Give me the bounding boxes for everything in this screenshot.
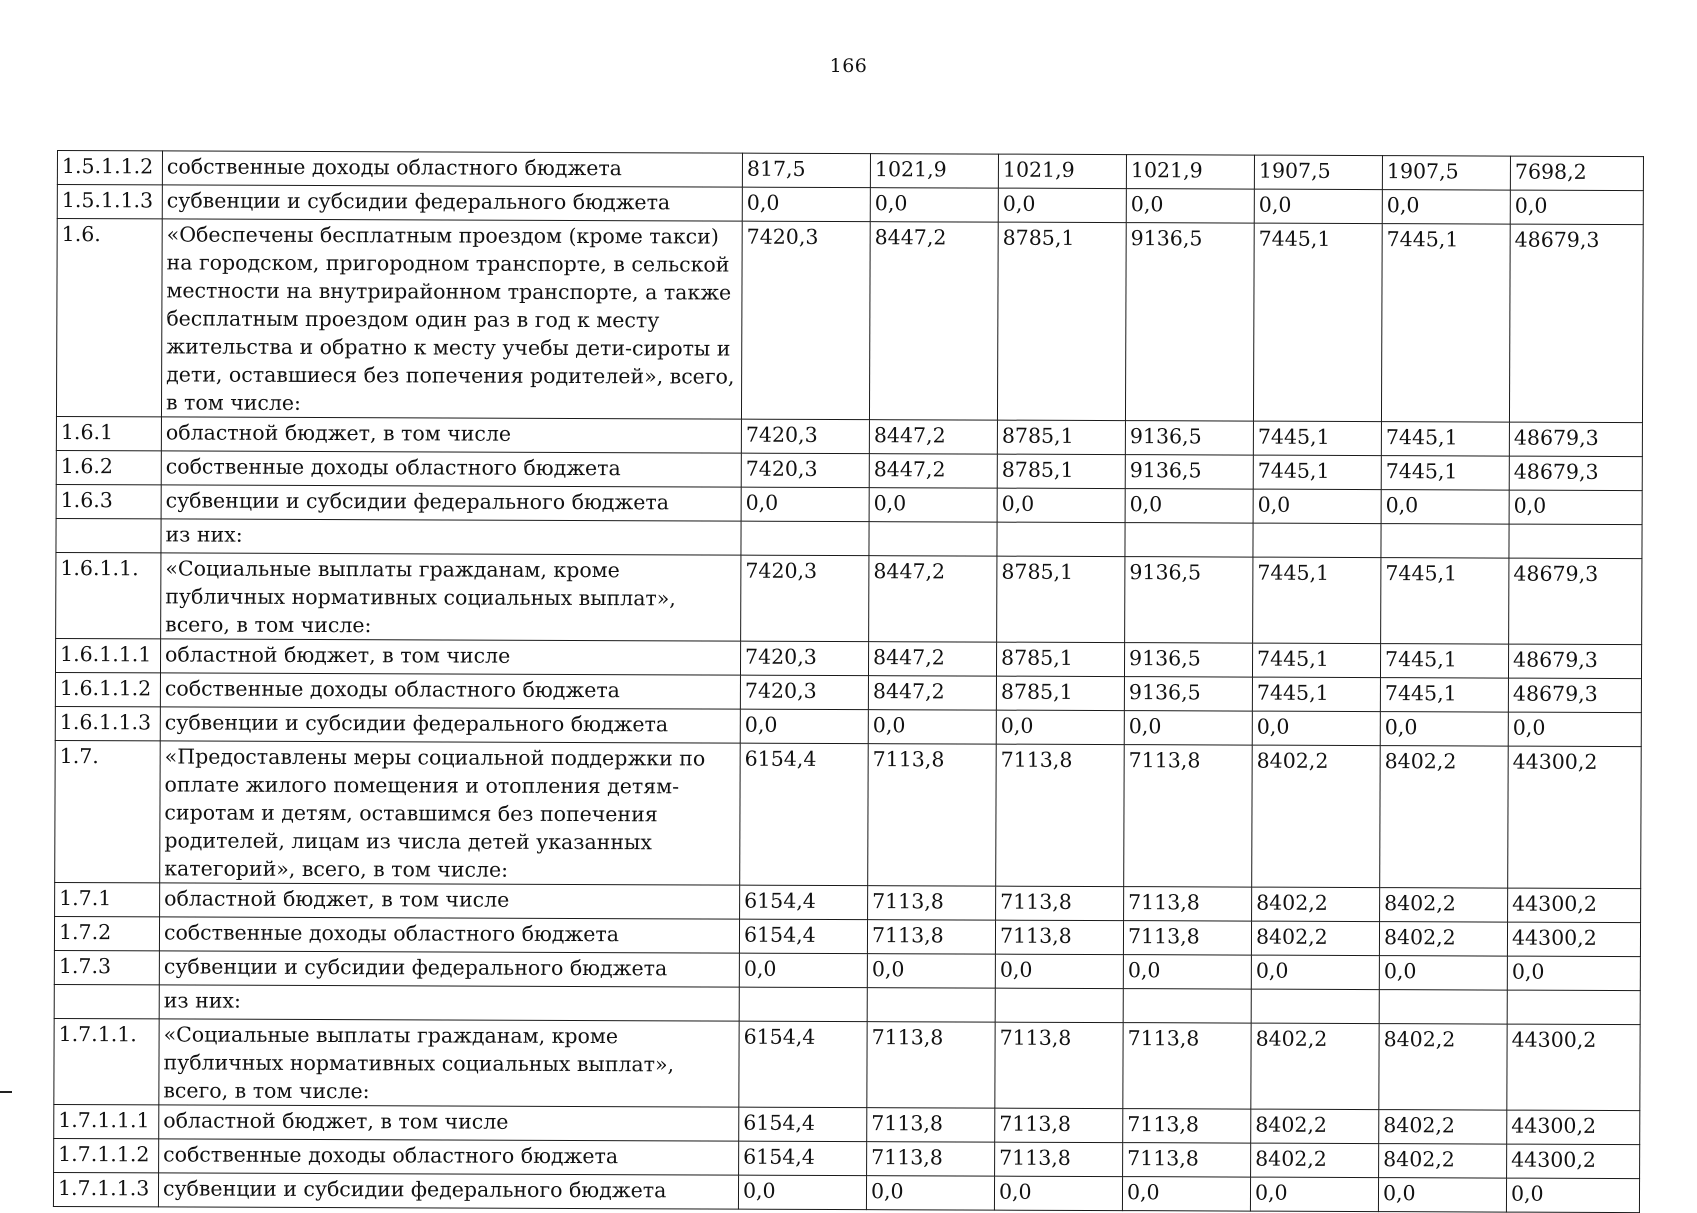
row-value-cell: 7420,3 xyxy=(741,221,870,419)
row-value-cell: 8402,2 xyxy=(1380,888,1508,922)
row-value-cell: 0,0 xyxy=(870,188,998,222)
row-code-cell: 1.7.1.1.1 xyxy=(54,1104,159,1138)
row-value-cell xyxy=(1253,523,1381,557)
row-value-cell: 0,0 xyxy=(996,710,1124,744)
row-value-cell: 7698,2 xyxy=(1510,156,1643,191)
row-description-cell: собственные доходы областного бюджета xyxy=(161,451,741,487)
row-value-cell: 7113,8 xyxy=(995,1142,1123,1176)
row-value-cell: 1907,5 xyxy=(1254,155,1382,189)
row-value-cell: 7445,1 xyxy=(1253,223,1382,421)
row-value-cell: 7445,1 xyxy=(1253,557,1381,643)
row-value-cell: 7113,8 xyxy=(996,744,1125,886)
row-value-cell: 0,0 xyxy=(867,954,995,988)
row-value-cell: 48679,3 xyxy=(1509,558,1642,645)
row-value-cell: 0,0 xyxy=(998,188,1126,222)
row-value-cell: 6154,4 xyxy=(740,743,869,885)
row-value-cell: 9136,5 xyxy=(1125,557,1253,643)
row-value-cell: 44300,2 xyxy=(1508,888,1641,923)
row-value-cell xyxy=(1251,989,1379,1023)
row-code-cell: 1.6. xyxy=(56,219,162,417)
row-value-cell: 0,0 xyxy=(866,1176,994,1210)
row-code-cell: 1.5.1.1.3 xyxy=(57,185,162,219)
row-value-cell: 0,0 xyxy=(742,187,870,221)
row-value-cell: 6154,4 xyxy=(739,1141,867,1175)
row-value-cell: 0,0 xyxy=(1123,955,1251,989)
row-value-cell: 8402,2 xyxy=(1379,1024,1507,1110)
row-code-cell: 1.6.2 xyxy=(56,450,161,484)
row-value-cell: 0,0 xyxy=(738,1175,866,1209)
row-value-cell: 7113,8 xyxy=(996,886,1124,920)
row-value-cell: 7420,3 xyxy=(741,419,869,453)
row-value-cell: 9136,5 xyxy=(1124,677,1252,711)
row-value-cell: 0,0 xyxy=(869,488,997,522)
row-description-cell: «Социальные выплаты гражданам, кроме публичных нормативных социальных выплат», всего, в том числе: xyxy=(161,553,741,641)
row-value-cell: 7113,8 xyxy=(1123,1143,1251,1177)
row-value-cell: 8447,2 xyxy=(869,556,997,642)
row-value-cell: 44300,2 xyxy=(1508,746,1642,889)
row-description-cell: областной бюджет, в том числе xyxy=(160,883,740,919)
row-value-cell: 0,0 xyxy=(1381,490,1509,524)
row-code-cell: 1.7.1.1. xyxy=(54,1018,159,1104)
row-value-cell: 7420,3 xyxy=(741,453,869,487)
row-value-cell: 0,0 xyxy=(1122,1177,1250,1211)
row-value-cell: 7113,8 xyxy=(1124,745,1253,887)
budget-table xyxy=(53,150,1644,1213)
row-value-cell xyxy=(741,521,869,555)
row-value-cell: 0,0 xyxy=(1378,1178,1506,1212)
row-value-cell: 8402,2 xyxy=(1251,1109,1379,1143)
row-value-cell: 8402,2 xyxy=(1379,1144,1507,1178)
row-code-cell: 1.7.3 xyxy=(54,950,159,984)
table-row xyxy=(55,740,1642,888)
row-value-cell: 48679,3 xyxy=(1509,456,1642,491)
row-value-cell: 0,0 xyxy=(741,487,869,521)
row-value-cell: 9136,5 xyxy=(1125,421,1253,455)
row-value-cell: 7113,8 xyxy=(995,1108,1123,1142)
row-value-cell: 6154,4 xyxy=(739,919,867,953)
row-value-cell: 0,0 xyxy=(1254,189,1382,223)
row-value-cell: 0,0 xyxy=(1380,712,1508,746)
row-description-cell: субвенции и субсидии федерального бюджета xyxy=(161,485,741,521)
row-description-cell: субвенции и субсидии федерального бюджета xyxy=(162,185,742,221)
row-value-cell: 7113,8 xyxy=(867,1108,995,1142)
row-value-cell: 8785,1 xyxy=(997,454,1125,488)
row-value-cell: 0,0 xyxy=(1124,711,1252,745)
row-value-cell: 0,0 xyxy=(1126,189,1254,223)
row-value-cell: 0,0 xyxy=(868,710,996,744)
row-value-cell: 8402,2 xyxy=(1252,745,1381,887)
row-value-cell: 7113,8 xyxy=(1123,921,1251,955)
row-value-cell: 9136,5 xyxy=(1125,455,1253,489)
row-description-cell: областной бюджет, в том числе xyxy=(160,639,740,675)
row-value-cell: 7445,1 xyxy=(1252,643,1380,677)
row-value-cell xyxy=(739,987,867,1021)
row-code-cell: 1.7. xyxy=(55,740,161,882)
row-value-cell: 0,0 xyxy=(1379,956,1507,990)
row-value-cell: 8402,2 xyxy=(1379,922,1507,956)
row-value-cell: 1021,9 xyxy=(1126,155,1254,189)
row-value-cell: 9136,5 xyxy=(1124,643,1252,677)
row-value-cell: 8402,2 xyxy=(1251,1143,1379,1177)
row-code-cell: 1.7.1 xyxy=(55,882,160,916)
row-value-cell: 8402,2 xyxy=(1252,887,1380,921)
row-value-cell: 0,0 xyxy=(1125,489,1253,523)
row-value-cell: 0,0 xyxy=(994,1176,1122,1210)
row-value-cell: 7113,8 xyxy=(1123,1023,1251,1109)
row-value-cell: 7445,1 xyxy=(1252,677,1380,711)
row-code-cell: 1.6.1 xyxy=(56,416,161,450)
row-value-cell: 7113,8 xyxy=(867,920,995,954)
row-code-cell: 1.7.1.1.3 xyxy=(53,1172,158,1206)
row-value-cell: 0,0 xyxy=(1382,190,1510,224)
row-value-cell: 0,0 xyxy=(1251,955,1379,989)
page-number: 166 xyxy=(829,55,868,77)
row-value-cell: 44300,2 xyxy=(1507,1024,1640,1111)
row-value-cell: 7445,1 xyxy=(1253,455,1381,489)
row-value-cell: 6154,4 xyxy=(739,1021,867,1107)
row-value-cell: 1021,9 xyxy=(870,154,998,188)
row-code-cell: 1.6.3 xyxy=(56,484,161,518)
row-value-cell: 8785,1 xyxy=(997,420,1125,454)
row-code-cell: 1.6.1.1. xyxy=(56,552,161,638)
row-value-cell: 48679,3 xyxy=(1509,224,1643,423)
row-value-cell: 0,0 xyxy=(1509,490,1642,525)
row-description-cell: субвенции и субсидии федерального бюджета xyxy=(159,951,739,987)
row-value-cell: 0,0 xyxy=(1253,489,1381,523)
table-body xyxy=(53,151,1643,1213)
row-value-cell: 1907,5 xyxy=(1382,156,1510,190)
row-description-cell: собственные доходы областного бюджета xyxy=(159,1139,739,1175)
row-description-cell: субвенции и субсидии федерального бюджета xyxy=(160,707,740,743)
table-row xyxy=(54,1018,1640,1110)
row-value-cell: 8447,2 xyxy=(869,222,998,420)
row-value-cell: 48679,3 xyxy=(1508,678,1641,713)
row-code-cell: 1.5.1.1.2 xyxy=(57,151,162,185)
row-value-cell: 0,0 xyxy=(740,709,868,743)
row-value-cell: 6154,4 xyxy=(740,885,868,919)
row-value-cell: 0,0 xyxy=(1506,1178,1639,1213)
row-code-cell: 1.7.2 xyxy=(54,916,159,950)
row-value-cell: 7445,1 xyxy=(1380,644,1508,678)
row-description-cell: «Обеспечены бесплатным проездом (кроме такси) на городском, пригородном транспорте, в сельской местности на внутрирайонном транспорте, а также бесплатным проездом один раз в год к месту жительства и обратно к месту учебы дети-сироты и дети, оставшиеся без попечения родителей», всего, в том числе: xyxy=(161,219,742,419)
row-code-cell: 1.7.1.1.2 xyxy=(54,1138,159,1172)
row-value-cell: 817,5 xyxy=(742,153,870,187)
row-value-cell: 44300,2 xyxy=(1507,922,1640,957)
row-value-cell: 8785,1 xyxy=(996,642,1124,676)
row-value-cell: 8447,2 xyxy=(868,642,996,676)
row-code-cell xyxy=(56,518,161,552)
row-description-cell: «Предоставлены меры социальной поддержки по оплате жилого помещения и отопления детям-сиротам и детям, оставшимся без попечения родителей, лицам из числа детей указанных категорий», всего, в том числе: xyxy=(160,741,741,885)
row-value-cell: 8447,2 xyxy=(868,676,996,710)
row-value-cell xyxy=(1509,524,1642,559)
row-value-cell: 8785,1 xyxy=(997,222,1126,420)
row-value-cell xyxy=(1125,523,1253,557)
row-value-cell: 7445,1 xyxy=(1381,224,1510,422)
row-value-cell: 6154,4 xyxy=(739,1107,867,1141)
row-value-cell: 8402,2 xyxy=(1251,1023,1379,1109)
budget-table-wrapper xyxy=(53,150,1643,1213)
row-value-cell: 7420,3 xyxy=(741,555,869,641)
row-value-cell: 0,0 xyxy=(1252,711,1380,745)
row-value-cell xyxy=(997,522,1125,556)
row-value-cell: 7113,8 xyxy=(995,1022,1123,1108)
row-description-cell: собственные доходы областного бюджета xyxy=(160,673,740,709)
row-value-cell: 0,0 xyxy=(1510,190,1643,225)
row-value-cell xyxy=(995,988,1123,1022)
row-value-cell: 7420,3 xyxy=(740,675,868,709)
row-value-cell: 7113,8 xyxy=(867,1022,995,1108)
row-value-cell: 9136,5 xyxy=(1125,223,1254,421)
row-description-cell: субвенции и субсидии федерального бюджета xyxy=(158,1173,738,1209)
row-value-cell: 48679,3 xyxy=(1509,422,1642,457)
row-value-cell: 1021,9 xyxy=(998,154,1126,188)
row-value-cell: 7113,8 xyxy=(995,920,1123,954)
row-value-cell: 8785,1 xyxy=(997,556,1125,642)
row-value-cell: 8402,2 xyxy=(1251,921,1379,955)
row-value-cell: 44300,2 xyxy=(1507,1144,1640,1179)
row-description-cell: «Социальные выплаты гражданам, кроме публичных нормативных социальных выплат», всего, в том числе: xyxy=(159,1019,739,1107)
row-value-cell: 7445,1 xyxy=(1380,678,1508,712)
row-value-cell xyxy=(869,522,997,556)
table-row xyxy=(56,219,1643,423)
row-value-cell: 7113,8 xyxy=(867,1142,995,1176)
row-value-cell: 8785,1 xyxy=(996,676,1124,710)
row-value-cell: 48679,3 xyxy=(1508,644,1641,679)
row-value-cell xyxy=(867,988,995,1022)
row-value-cell: 44300,2 xyxy=(1507,1110,1640,1145)
row-code-cell: 1.6.1.1.2 xyxy=(55,672,160,706)
row-value-cell: 7445,1 xyxy=(1381,558,1509,644)
row-description-cell: областной бюджет, в том числе xyxy=(161,417,741,453)
row-value-cell: 8447,2 xyxy=(869,454,997,488)
row-value-cell: 7445,1 xyxy=(1253,421,1381,455)
row-value-cell xyxy=(1123,989,1251,1023)
row-value-cell: 7113,8 xyxy=(868,886,996,920)
row-value-cell xyxy=(1379,990,1507,1024)
row-code-cell xyxy=(54,984,159,1018)
row-value-cell: 0,0 xyxy=(1250,1177,1378,1211)
row-value-cell: 7445,1 xyxy=(1381,456,1509,490)
row-code-cell: 1.6.1.1.1 xyxy=(55,638,160,672)
row-description-cell: областной бюджет, в том числе xyxy=(159,1105,739,1141)
row-description-cell: из них: xyxy=(161,519,741,555)
row-value-cell: 7113,8 xyxy=(868,744,997,886)
row-value-cell: 7445,1 xyxy=(1381,422,1509,456)
row-description-cell: из них: xyxy=(159,985,739,1021)
row-value-cell: 7420,3 xyxy=(740,641,868,675)
table-row xyxy=(53,1172,1639,1212)
table-row xyxy=(56,552,1642,644)
row-value-cell: 8447,2 xyxy=(869,420,997,454)
row-value-cell: 0,0 xyxy=(1508,712,1641,747)
row-value-cell xyxy=(1381,524,1509,558)
row-value-cell: 0,0 xyxy=(739,953,867,987)
row-value-cell: 7113,8 xyxy=(1124,887,1252,921)
row-value-cell: 0,0 xyxy=(997,488,1125,522)
row-description-cell: собственные доходы областного бюджета xyxy=(159,917,739,953)
row-value-cell xyxy=(1507,990,1640,1025)
row-value-cell: 0,0 xyxy=(1507,956,1640,991)
row-description-cell: собственные доходы областного бюджета xyxy=(162,151,742,187)
row-value-cell: 0,0 xyxy=(995,954,1123,988)
row-value-cell: 7113,8 xyxy=(1123,1109,1251,1143)
scan-edge-mark xyxy=(0,1091,12,1093)
row-code-cell: 1.6.1.1.3 xyxy=(55,706,160,740)
row-value-cell: 8402,2 xyxy=(1380,746,1509,888)
row-value-cell: 8402,2 xyxy=(1379,1110,1507,1144)
